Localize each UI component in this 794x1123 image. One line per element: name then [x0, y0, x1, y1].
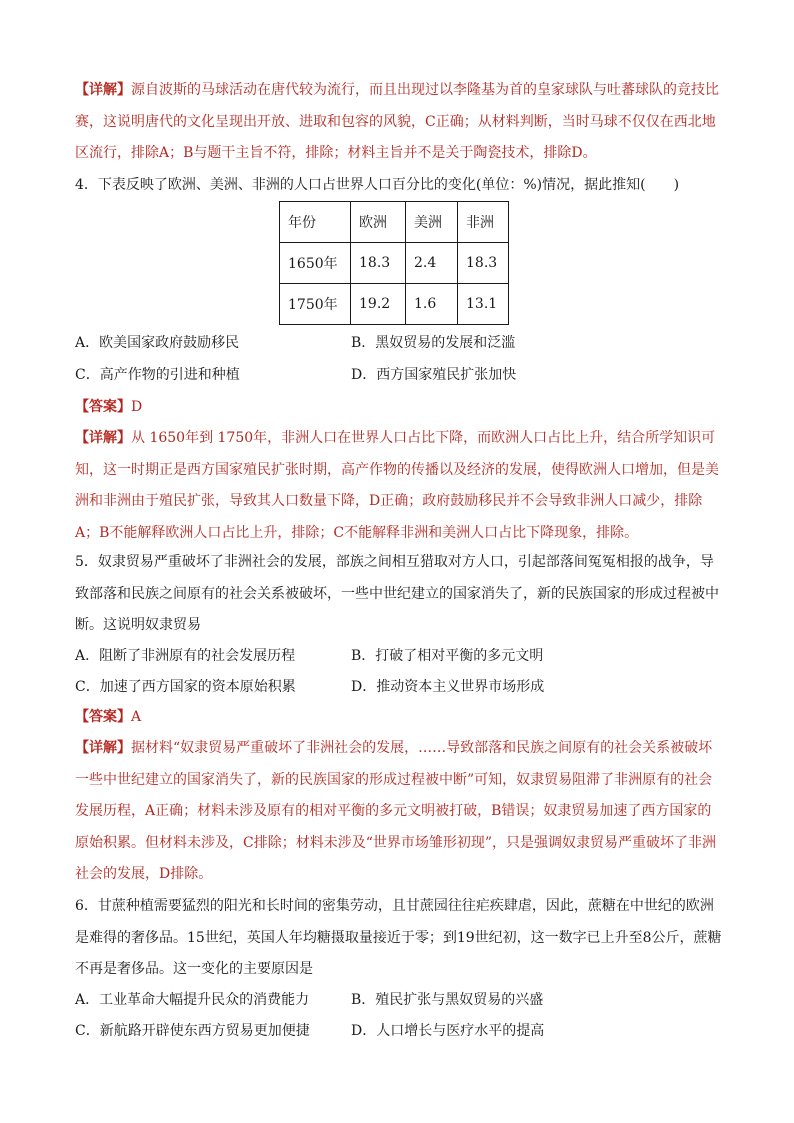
- q3-analysis: [75, 75, 723, 170]
- analysis-tag: 【详解】: [75, 740, 131, 756]
- table-cell: 1650年: [280, 243, 351, 284]
- answer-value: D: [131, 399, 143, 415]
- option-b[interactable]: B．黑奴贸易的发展和泛滥: [351, 335, 516, 351]
- table-cell: 1750年: [280, 284, 351, 325]
- q5-stem: [75, 547, 723, 642]
- q5-options-row-1: [75, 641, 723, 672]
- q6-options-row-1: [75, 985, 723, 1016]
- option-c[interactable]: C．新航路开辟使东西方贸易更加便捷: [75, 1023, 310, 1039]
- table-header-cell: 年份: [280, 202, 351, 243]
- table-cell: 1.6: [406, 284, 458, 325]
- table-cell: 18.3: [458, 243, 509, 284]
- table-header-cell: 非洲: [458, 202, 509, 243]
- q4-analysis: [75, 423, 723, 549]
- table-row: [280, 284, 509, 325]
- table-cell: 13.1: [458, 284, 509, 325]
- table-cell: 19.2: [351, 284, 406, 325]
- q6-options-row-2: [75, 1016, 723, 1047]
- analysis-tag: 【详解】: [75, 82, 131, 98]
- option-c[interactable]: C．高产作物的引进和种植: [75, 367, 240, 383]
- option-d[interactable]: D．推动资本主义世界市场形成: [351, 679, 545, 695]
- table-header-cell: 欧洲: [351, 202, 406, 243]
- population-table: [279, 201, 509, 325]
- question-stem: 5．奴隶贸易严重破坏了非洲社会的发展，部族之间相互猎取对方人口，引起部落间冤冤相报的战争，导致部落和民族之间原有的社会关系被破坏，一些中世纪建立的国家消失了，新的民族国家的形成过程被中断。这说明奴隶贸易: [75, 554, 719, 633]
- question-stem: 4．下表反映了欧洲、美洲、非洲的人口占世界人口百分比的变化(单位：%)情况，据此推知( ): [75, 177, 680, 193]
- analysis-text: 据材料“奴隶贸易严重破坏了非洲社会的发展，……导致部落和民族之间原有的社会关系被破坏一些中世纪建立的国家消失了，新的民族国家的形成过程被中断”可知，奴隶贸易阻滞了非洲原有的社会发展历程，A正确；材料未涉及原有的相对平衡的多元文明被打破，B错误；奴隶贸易加速了西方国家的原始积累。但材料未涉及，C排除；材料未涉及“世界市场雏形初现”，只是强调奴隶贸易严重破坏了非洲社会的发展，D排除。: [75, 740, 717, 882]
- option-b[interactable]: B．殖民扩张与黑奴贸易的兴盛: [351, 992, 544, 1008]
- table-cell: 2.4: [406, 243, 458, 284]
- answer-tag: 【答案】: [75, 399, 131, 415]
- q5-analysis: [75, 733, 723, 891]
- option-d[interactable]: D．西方国家殖民扩张加快: [351, 367, 517, 383]
- q4-options-row-2: [75, 360, 723, 391]
- analysis-text: 从 1650年到 1750年，非洲人口在世界人口占比下降，而欧洲人口占比上升，结合所学知识可知，这一时期正是西方国家殖民扩张时期，高产作物的传播以及经济的发展，使得欧洲人口增加，但是美洲和非洲由于殖民扩张，导致其人口数量下降，D正确；政府鼓励移民并不会导致非洲人口减少，排除A；B不能解释欧洲人口占比上升，排除；C不能解释非洲和美洲人口占比下降现象，排除。: [75, 430, 719, 541]
- option-a[interactable]: A．工业革命大幅提升民众的消费能力: [75, 992, 310, 1008]
- q5-options-row-2: [75, 672, 723, 703]
- option-a[interactable]: A．阻断了非洲原有的社会发展历程: [75, 648, 296, 664]
- analysis-tag: 【详解】: [75, 430, 131, 446]
- option-d[interactable]: D．人口增长与医疗水平的提高: [351, 1023, 545, 1039]
- option-c[interactable]: C．加速了西方国家的资本原始积累: [75, 679, 296, 695]
- question-stem: 6．甘蔗种植需要猛烈的阳光和长时间的密集劳动，且甘蔗园往往疟疾肆虐，因此，蔗糖在中世纪的欧洲是难得的奢侈品。15世纪，英国人年均糖摄取量接近于零；到19世纪初，这一数字已上升至8公斤，蔗糖不再是奢侈品。这一变化的主要原因是: [75, 898, 722, 977]
- answer-value: A: [131, 709, 142, 725]
- q4-answer: [75, 392, 723, 424]
- answer-tag: 【答案】: [75, 709, 131, 725]
- option-b[interactable]: B．打破了相对平衡的多元文明: [351, 648, 544, 664]
- q6-stem: [75, 891, 723, 986]
- q4-stem: [75, 170, 723, 202]
- q5-answer: [75, 702, 723, 734]
- table-cell: 18.3: [351, 243, 406, 284]
- analysis-text: 源自波斯的马球活动在唐代较为流行，而且出现过以李隆基为首的皇家球队与吐蕃球队的竞技比赛，这说明唐代的文化呈现出开放、进取和包容的风貌，C正确；从材料判断，当时马球不仅仅在西北地区流行，排除A；B与题干主旨不符，排除；材料主旨并不是关于陶瓷技术，排除D。: [75, 82, 719, 161]
- table-header-row: [280, 202, 509, 243]
- table-header-cell: 美洲: [406, 202, 458, 243]
- option-a[interactable]: A．欧美国家政府鼓励移民: [75, 335, 240, 351]
- q4-options-row-1: [75, 328, 723, 359]
- table-row: [280, 243, 509, 284]
